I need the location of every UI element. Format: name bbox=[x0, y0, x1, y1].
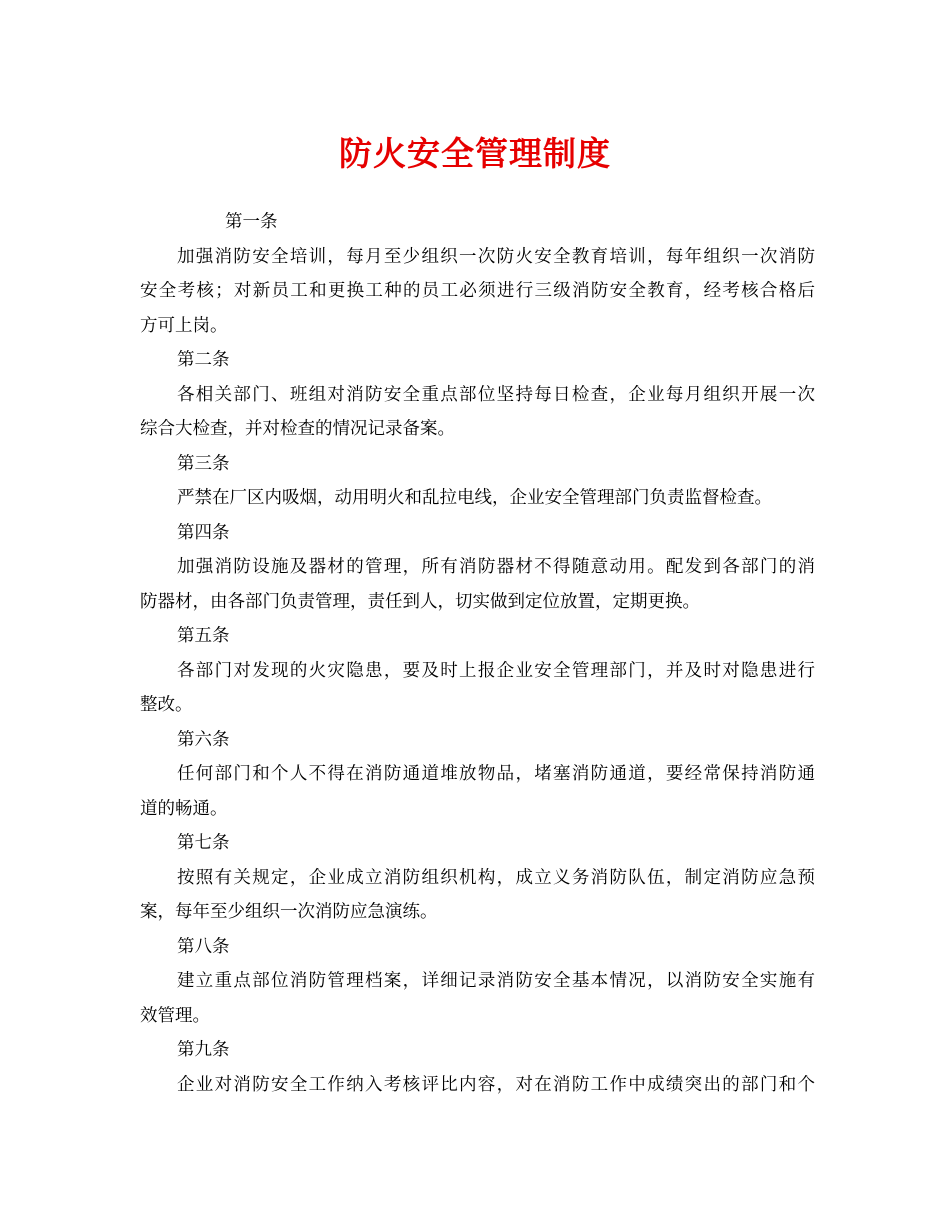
article-heading: 第七条 bbox=[177, 833, 230, 853]
document-body bbox=[140, 205, 815, 1102]
article-text-line: 按照有关规定，企业成立消防组织机构，成立义务消防队伍，制定消防应急预 bbox=[177, 867, 815, 888]
article-text-line: 方可上岗。 bbox=[140, 315, 228, 336]
article-text-line: 效管理。 bbox=[140, 1005, 210, 1026]
article-heading: 第六条 bbox=[177, 729, 230, 750]
article-heading: 第三条 bbox=[177, 453, 230, 474]
article-text-line: 各部门对发现的火灾隐患，要及时上报企业安全管理部门，并及时对隐患进行 bbox=[177, 660, 815, 681]
article-text-line: 加强消防设施及器材的管理，所有消防器材不得随意动用。配发到各部门的消 bbox=[177, 557, 815, 577]
document-title: 防火安全管理制度 bbox=[339, 134, 611, 173]
article-heading: 第八条 bbox=[177, 936, 230, 957]
article-text-line: 安全考核；对新员工和更换工种的员工必须进行三级消防安全教育，经考核合格后 bbox=[140, 281, 815, 301]
article-heading: 第四条 bbox=[177, 522, 230, 543]
article-text-line: 各相关部门、班组对消防安全重点部位坚持每日检查，企业每月组织开展一次 bbox=[177, 384, 815, 405]
article-text-line: 道的畅通。 bbox=[140, 798, 228, 819]
article-text-line: 企业对消防安全工作纳入考核评比内容，对在消防工作中成绩突出的部门和个 bbox=[177, 1074, 815, 1095]
article-text-line: 综合大检查，并对检查的情况记录备案。 bbox=[140, 419, 455, 439]
article-text-line: 案，每年至少组织一次消防应急演练。 bbox=[140, 902, 438, 922]
article-text-line: 防器材，由各部门负责管理，责任到人，切实做到定位放置，定期更换。 bbox=[140, 591, 700, 612]
article-text-line: 加强消防安全培训，每月至少组织一次防火安全教育培训，每年组织一次消防 bbox=[177, 246, 815, 267]
article-heading: 第二条 bbox=[177, 350, 230, 370]
article-text-line: 整改。 bbox=[140, 695, 193, 715]
article-heading: 第五条 bbox=[177, 626, 230, 646]
article-heading: 第一条 bbox=[225, 212, 278, 232]
article-text-line: 任何部门和个人不得在消防通道堆放物品，堵塞消防通道，要经常保持消防通 bbox=[177, 764, 815, 784]
article-text-line: 严禁在厂区内吸烟，动用明火和乱拉电线，企业安全管理部门负责监督检查。 bbox=[177, 488, 772, 508]
article-heading: 第九条 bbox=[177, 1040, 230, 1060]
article-text-line: 建立重点部位消防管理档案，详细记录消防安全基本情况，以消防安全实施有 bbox=[177, 971, 815, 991]
